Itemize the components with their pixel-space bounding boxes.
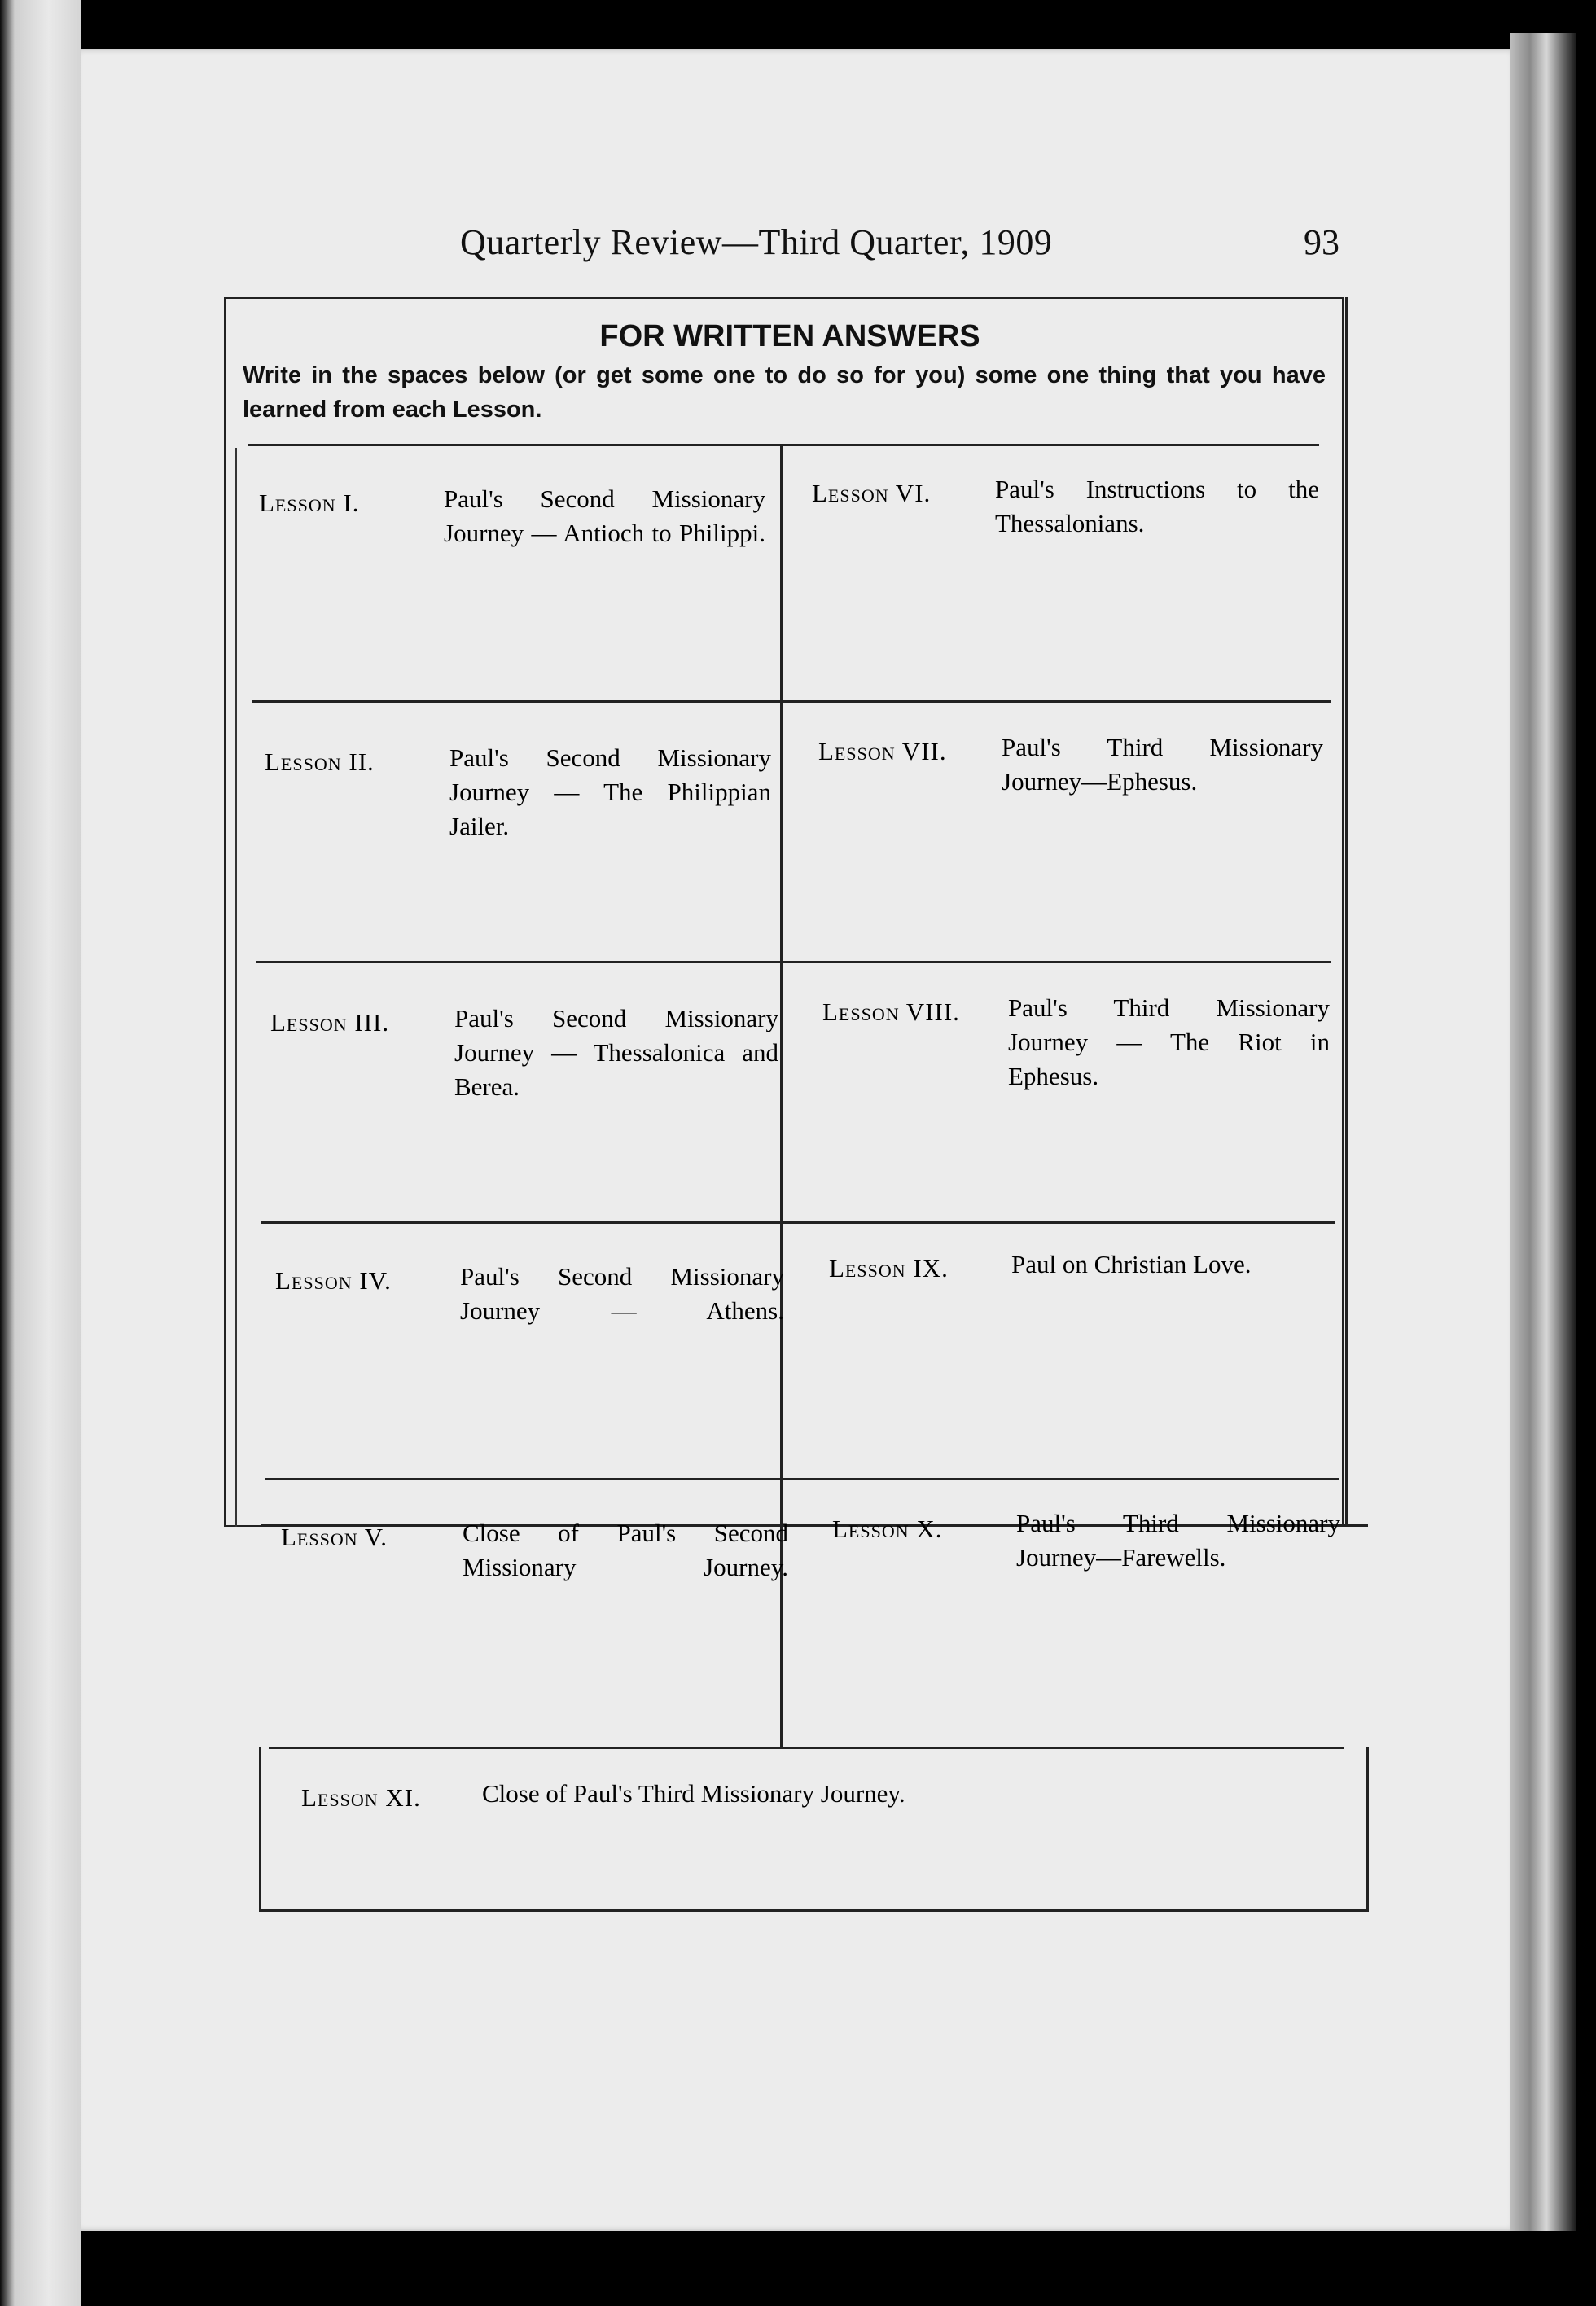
lesson-title: Paul's Second Missionary Journey — Athens.: [460, 1262, 784, 1325]
lesson-title: Paul's Third Missionary Journey—Farewells.: [1016, 1509, 1340, 1572]
lesson-label: Lesson V.: [281, 1523, 388, 1551]
row-divider: [256, 961, 1331, 963]
lesson-label: Lesson IV.: [275, 1266, 392, 1295]
lesson-title: Paul's Third Missionary Journey — The Riot in Ephesus.: [1008, 993, 1330, 1090]
lesson-label: Lesson VIII.: [822, 997, 960, 1026]
lesson-title: Close of Paul's Second Missionary Journey.: [463, 1519, 788, 1581]
frame-right-rule: [1345, 297, 1348, 1527]
lesson-label: Lesson XI.: [301, 1783, 421, 1812]
frame-bottom-rule: [261, 1909, 1368, 1912]
running-title: Quarterly Review—Third Quarter, 1909: [460, 222, 1053, 262]
frame-left-rule: [235, 448, 237, 1527]
lesson-label: Lesson II.: [265, 747, 375, 776]
row-divider: [248, 444, 1319, 446]
lesson-title: Close of Paul's Third Missionary Journey.: [482, 1779, 905, 1808]
lesson-label: Lesson VI.: [812, 479, 932, 507]
lesson-label: Lesson III.: [270, 1008, 390, 1037]
lesson-label: Lesson I.: [259, 489, 360, 517]
lesson-title: Paul's Third Missionary Journey—Ephesus.: [1002, 733, 1323, 796]
frame-right-rule: [1366, 1747, 1369, 1912]
lesson-title: Paul's Second Missionary Journey — Thessalonica and Berea.: [454, 1004, 778, 1101]
row-divider: [261, 1221, 1335, 1224]
row-divider: [265, 1478, 1340, 1480]
lesson-title: Paul's Second Missionary Journey — The Philippian Jailer.: [449, 743, 771, 840]
lesson-title: Paul's Instructions to the Thessalonians.: [995, 475, 1319, 537]
form-instructions: Write in the spaces below (or get some one to do so for you) some one thing that you have learned from each Lesson.: [243, 362, 1326, 423]
row-divider: [252, 700, 1331, 703]
lesson-label: Lesson VII.: [818, 737, 947, 765]
page-header: [460, 221, 1340, 278]
book-page-edges: [1510, 33, 1576, 2231]
lesson-title: Paul's Second Missionary Journey — Antioch to Philippi.: [444, 484, 765, 547]
lesson-label: Lesson X.: [832, 1515, 943, 1543]
lesson-title: Paul on Christian Love.: [1011, 1250, 1252, 1278]
frame-left-rule: [259, 1747, 261, 1912]
form-title: FOR WRITTEN ANSWERS: [599, 319, 980, 353]
page-number: 93: [1304, 222, 1340, 262]
book-gutter-left: [0, 0, 81, 2306]
lesson-label: Lesson IX.: [829, 1254, 949, 1282]
row-divider: [269, 1747, 1344, 1749]
